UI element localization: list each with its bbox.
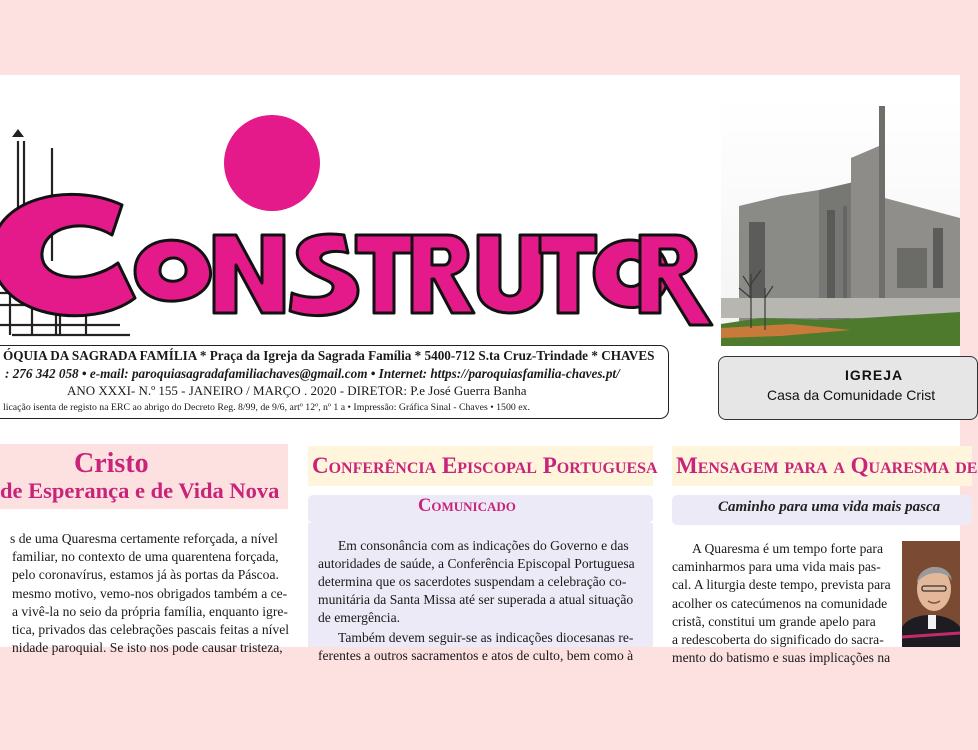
article3-line: acolher os catecúmenos na comunidade bbox=[672, 595, 888, 611]
parish-contacts: : 276 342 058 • e-mail: paroquiasagradafamiliachaves@gmail.com • Internet: https://paroquiasfamilia-chaves.pt/ bbox=[5, 366, 620, 381]
article2-subheader bbox=[308, 495, 653, 523]
legal-notice: licação isenta de registo na ERC ao abrigo do Decreto Reg. 8/99, de 9/6, artº 12º, nº 1 a • Impressão: Gráfica Sinal - Chaves • 1500 ex. bbox=[3, 402, 530, 413]
article3-subheader bbox=[672, 495, 972, 525]
newspaper-page bbox=[0, 75, 978, 666]
photo-caption bbox=[718, 356, 978, 420]
article3-line: cal. A liturgia deste tempo, prevista para bbox=[672, 577, 891, 593]
article1-header bbox=[0, 444, 288, 509]
church-photo bbox=[721, 98, 960, 346]
article3-line: cristã, constitui um grande apelo para bbox=[672, 613, 876, 629]
article2-line: determina que os sacerdotes suspendam a celebração co- bbox=[318, 574, 627, 589]
masthead-info-box bbox=[0, 345, 669, 419]
article3-title: Mensagem para a Quaresma de bbox=[676, 453, 978, 478]
article1-line: tica, privados das celebrações pascais feitas a nível bbox=[12, 622, 290, 638]
article1-line: pelo coronavírus, estamos já às portas da Páscoa. bbox=[12, 567, 279, 583]
article3-line: mento do batismo e suas implicações na bbox=[672, 650, 891, 666]
article1-line: s de uma Quaresma certamente reforçada, a nível bbox=[10, 531, 278, 546]
issue-info: ANO XXXI- N.º 155 - JANEIRO / MARÇO . 2020 - DIRETOR: P.e José Guerra Banha bbox=[67, 383, 527, 398]
article1-title: Cristo bbox=[74, 448, 149, 479]
article3-body bbox=[672, 540, 894, 667]
caption-title: IGREJA bbox=[845, 367, 904, 383]
article1-subtitle: de Esperança e de Vida Nova bbox=[0, 478, 280, 503]
article1-line: familiar, no contexto de uma quarentena forçada, bbox=[12, 549, 279, 565]
article2-line: autoridades de saúde, a Conferência Episcopal Portuguesa bbox=[318, 556, 635, 571]
bishop-portrait bbox=[902, 541, 960, 647]
article3-line: a redescoberta do significado do sacra- bbox=[672, 632, 884, 648]
masthead-logo bbox=[0, 93, 715, 343]
article2-line: Também devem seguir-se as indicações diocesanas re- bbox=[338, 630, 634, 645]
caption-subtitle: Casa da Comunidade Crist bbox=[767, 387, 936, 403]
article2-line: munitária da Santa Missa até ser superada a atual situação bbox=[318, 592, 634, 607]
article2-line: ferentes a outros sacramentos e atos de culto, bem como à bbox=[318, 648, 634, 663]
parish-address: ÓQUIA DA SAGRADA FAMÍLIA * Praça da Igreja da Sagrada Família * 5400-712 S.ta Cruz-Trindade * CHAVES bbox=[3, 348, 655, 363]
article2-subtitle: Comunicado bbox=[418, 496, 516, 516]
article1-line: nidade paroquial. Se isto nos pode causar tristeza, bbox=[12, 640, 283, 656]
article1-line: a vivê-la no seio da própria família, enquanto igre- bbox=[12, 603, 288, 619]
article2-line: Em consonância com as indicações do Governo e das bbox=[338, 538, 629, 553]
article2-title: Conferência Episcopal Portuguesa bbox=[312, 453, 658, 478]
article1-line: mesmo motivo, vemo-nos obrigados também a ce- bbox=[12, 585, 288, 601]
article2-line: de emergência. bbox=[318, 610, 401, 625]
article3-header bbox=[672, 446, 978, 486]
article3-line: A Quaresma é um tempo forte para bbox=[692, 541, 883, 556]
article2-header bbox=[308, 446, 658, 486]
article3-subtitle: Caminho para uma vida mais pasca bbox=[718, 499, 941, 515]
article2-body bbox=[308, 523, 653, 663]
article3-line: caminharmos para uma vida mais pas- bbox=[672, 559, 881, 575]
article1-body bbox=[0, 530, 290, 657]
